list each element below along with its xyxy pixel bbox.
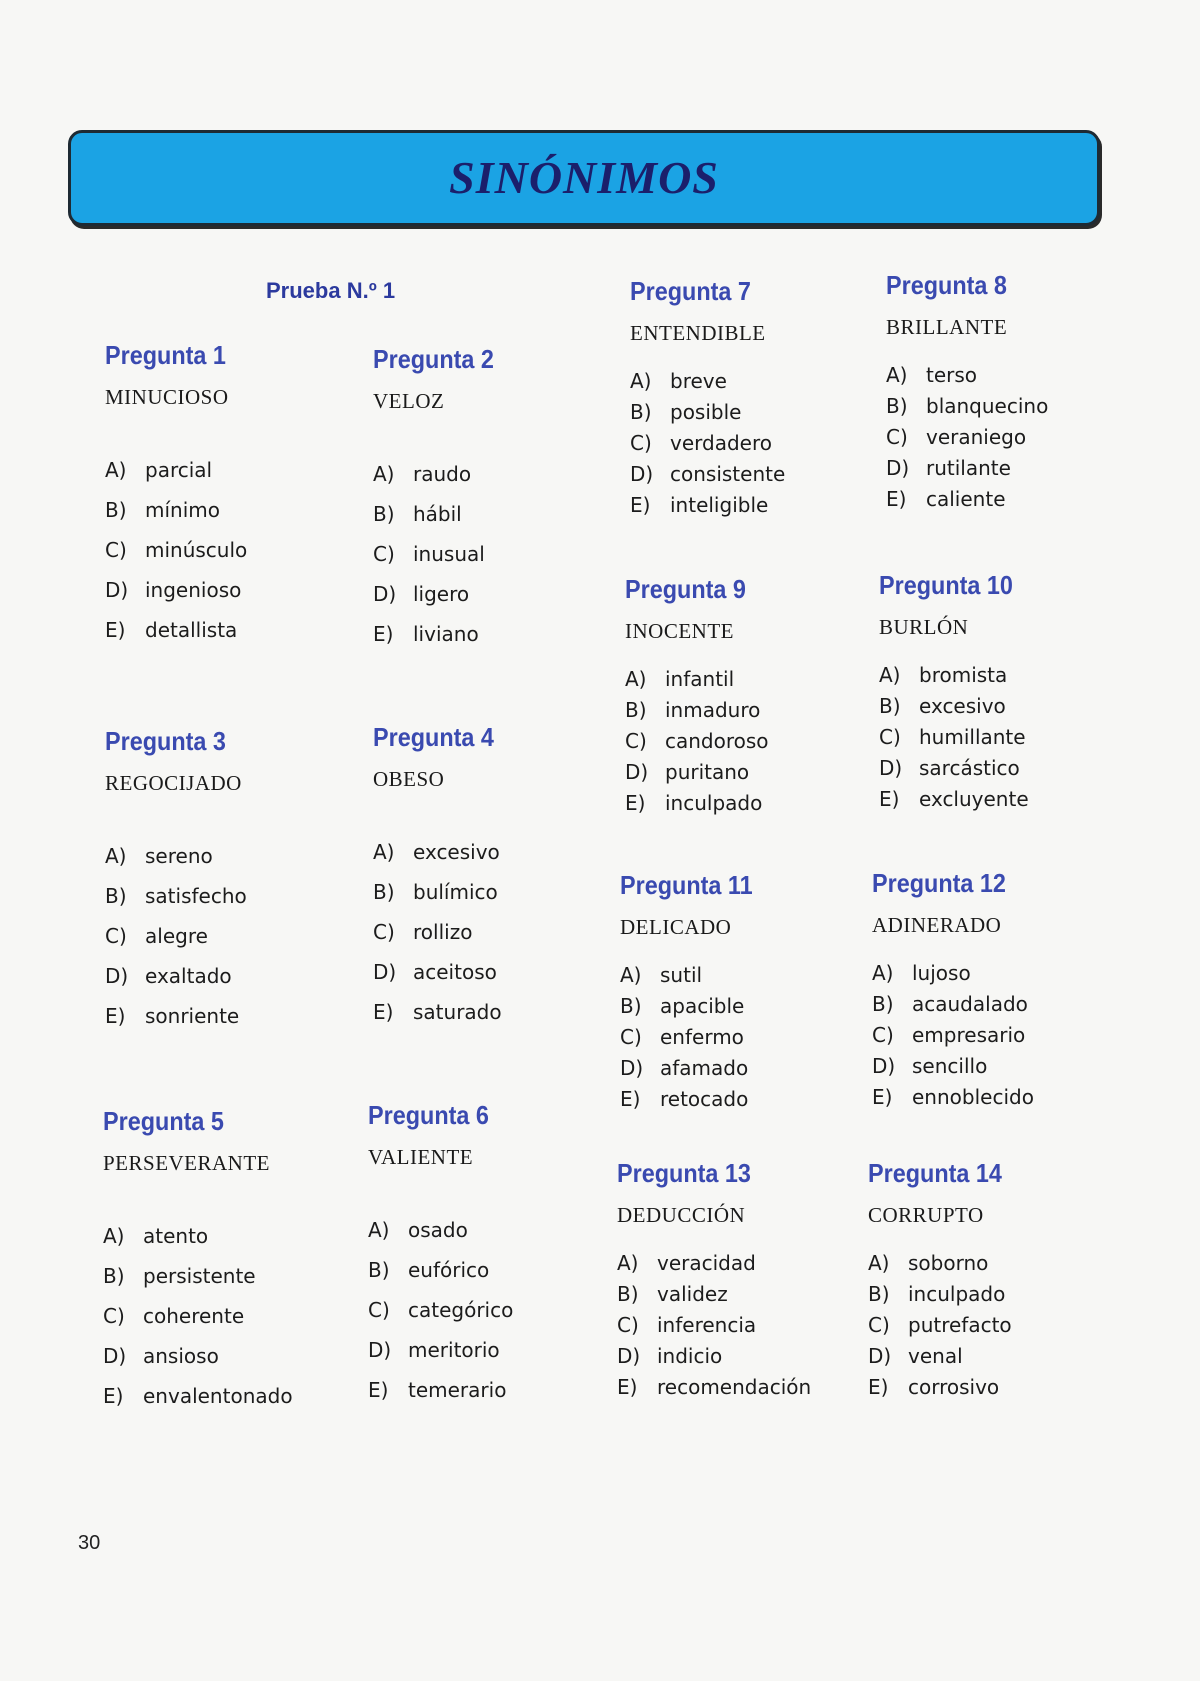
option-item <box>872 1082 1102 1113</box>
option-item <box>630 366 860 397</box>
option-item <box>625 664 855 695</box>
option-text: verdadero <box>670 431 772 455</box>
options-list <box>103 1216 333 1416</box>
option-item <box>103 1376 333 1416</box>
option-text: minúsculo <box>145 538 248 562</box>
option-letter: C) <box>620 1025 642 1049</box>
question-title: Pregunta 4 <box>373 722 494 752</box>
option-text: breve <box>670 369 727 393</box>
option-item <box>879 722 1109 753</box>
option-letter: D) <box>373 960 397 984</box>
option-text: venal <box>908 1344 963 1368</box>
option-letter: E) <box>373 1000 394 1024</box>
question-title: Pregunta 1 <box>105 340 226 370</box>
test-heading: Prueba N.º 1 <box>266 278 396 303</box>
question-word: BRILLANTE <box>886 315 1008 339</box>
option-letter: B) <box>373 880 395 904</box>
option-letter: E) <box>879 787 900 811</box>
option-text: categórico <box>408 1298 514 1322</box>
option-text: ennoblecido <box>912 1085 1034 1109</box>
question-7 <box>630 276 860 521</box>
option-text: exaltado <box>145 964 232 988</box>
option-letter: D) <box>373 582 397 606</box>
option-text: inculpado <box>665 791 763 815</box>
option-text: liviano <box>413 622 479 646</box>
option-item <box>105 530 335 570</box>
option-letter: C) <box>879 725 901 749</box>
option-item <box>630 428 860 459</box>
option-text: posible <box>670 400 742 424</box>
question-1 <box>105 340 335 650</box>
option-letter: C) <box>630 431 652 455</box>
option-letter: C) <box>617 1313 639 1337</box>
option-letter: A) <box>368 1218 390 1242</box>
option-text: apacible <box>660 994 745 1018</box>
option-text: temerario <box>408 1378 507 1402</box>
option-text: rutilante <box>926 456 1011 480</box>
option-text: veracidad <box>657 1251 756 1275</box>
question-3 <box>105 726 335 1036</box>
option-letter: D) <box>103 1344 127 1368</box>
option-letter: B) <box>617 1282 639 1306</box>
question-title: Pregunta 11 <box>620 870 753 900</box>
page-number: 30 <box>78 1532 101 1554</box>
options-list <box>630 366 860 521</box>
option-letter: C) <box>872 1023 894 1047</box>
option-item <box>103 1256 333 1296</box>
option-letter: D) <box>105 964 129 988</box>
option-item <box>879 784 1109 815</box>
question-14 <box>868 1158 1098 1403</box>
option-text: retocado <box>660 1087 749 1111</box>
option-text: rollizo <box>413 920 473 944</box>
option-item <box>868 1310 1098 1341</box>
option-letter: B) <box>625 698 647 722</box>
option-letter: D) <box>625 760 649 784</box>
option-item <box>617 1279 847 1310</box>
question-4 <box>373 722 603 1032</box>
option-item <box>105 996 335 1036</box>
option-letter: A) <box>879 663 901 687</box>
option-text: inmaduro <box>665 698 761 722</box>
option-item <box>373 614 603 654</box>
option-item <box>879 691 1109 722</box>
option-letter: C) <box>625 729 647 753</box>
option-text: atento <box>143 1224 209 1248</box>
option-text: detallista <box>145 618 238 642</box>
option-item <box>872 1051 1102 1082</box>
option-item <box>620 991 850 1022</box>
option-item <box>373 494 603 534</box>
option-letter: A) <box>617 1251 639 1275</box>
option-item <box>886 484 1116 515</box>
option-item <box>625 726 855 757</box>
option-letter: B) <box>620 994 642 1018</box>
option-text: raudo <box>413 462 472 486</box>
option-item <box>105 610 335 650</box>
options-list <box>879 660 1109 815</box>
option-item <box>105 876 335 916</box>
option-letter: A) <box>620 963 642 987</box>
options-list <box>868 1248 1098 1403</box>
option-item <box>373 534 603 574</box>
option-text: inculpado <box>908 1282 1006 1306</box>
option-letter: A) <box>886 363 908 387</box>
option-text: humillante <box>919 725 1026 749</box>
option-item <box>868 1248 1098 1279</box>
option-text: sereno <box>145 844 213 868</box>
option-item <box>368 1210 598 1250</box>
option-item <box>630 490 860 521</box>
option-text: coherente <box>143 1304 245 1328</box>
option-letter: E) <box>625 791 646 815</box>
option-text: putrefacto <box>908 1313 1012 1337</box>
option-letter: C) <box>868 1313 890 1337</box>
option-text: excluyente <box>919 787 1029 811</box>
question-word: REGOCIJADO <box>105 771 242 795</box>
option-letter: B) <box>868 1282 890 1306</box>
option-item <box>617 1341 847 1372</box>
option-letter: A) <box>105 458 127 482</box>
question-word: ADINERADO <box>872 913 1002 937</box>
option-text: saturado <box>413 1000 502 1024</box>
option-letter: B) <box>368 1258 390 1282</box>
option-item <box>620 1084 850 1115</box>
question-6 <box>368 1100 598 1410</box>
option-letter: E) <box>368 1378 389 1402</box>
option-letter: D) <box>868 1344 892 1368</box>
options-list <box>373 454 603 654</box>
option-text: corrosivo <box>908 1375 1000 1399</box>
option-text: bromista <box>919 663 1008 687</box>
option-letter: C) <box>368 1298 390 1322</box>
option-text: bulímico <box>413 880 498 904</box>
question-title: Pregunta 10 <box>879 570 1013 600</box>
option-letter: D) <box>368 1338 392 1362</box>
options-list <box>625 664 855 819</box>
option-text: satisfecho <box>145 884 247 908</box>
option-item <box>368 1250 598 1290</box>
option-text: excesivo <box>919 694 1006 718</box>
option-item <box>373 872 603 912</box>
option-letter: E) <box>617 1375 638 1399</box>
option-item <box>373 952 603 992</box>
option-item <box>872 958 1102 989</box>
option-item <box>886 360 1116 391</box>
option-letter: D) <box>630 462 654 486</box>
option-text: consistente <box>670 462 786 486</box>
option-item <box>625 788 855 819</box>
option-item <box>886 391 1116 422</box>
option-letter: B) <box>886 394 908 418</box>
option-letter: E) <box>373 622 394 646</box>
question-word: OBESO <box>373 767 445 791</box>
option-letter: B) <box>103 1264 125 1288</box>
option-item <box>103 1296 333 1336</box>
option-text: blanquecino <box>926 394 1049 418</box>
question-11 <box>620 870 850 1115</box>
option-text: veraniego <box>926 425 1027 449</box>
option-text: aceitoso <box>413 960 497 984</box>
question-13 <box>617 1158 847 1403</box>
option-letter: D) <box>620 1056 644 1080</box>
option-item <box>105 956 335 996</box>
option-item <box>879 753 1109 784</box>
option-letter: A) <box>625 667 647 691</box>
question-title: Pregunta 5 <box>103 1106 224 1136</box>
option-text: afamado <box>660 1056 749 1080</box>
option-text: ingenioso <box>145 578 242 602</box>
question-12 <box>872 868 1102 1113</box>
question-word: ENTENDIBLE <box>630 321 766 345</box>
question-title: Pregunta 12 <box>872 868 1006 898</box>
option-letter: B) <box>105 498 127 522</box>
question-title: Pregunta 14 <box>868 1158 1002 1188</box>
option-letter: C) <box>373 920 395 944</box>
option-item <box>105 490 335 530</box>
option-text: sencillo <box>912 1054 988 1078</box>
option-item <box>373 454 603 494</box>
option-item <box>617 1310 847 1341</box>
option-letter: E) <box>105 618 126 642</box>
option-letter: D) <box>886 456 910 480</box>
options-list <box>620 960 850 1115</box>
options-list <box>105 836 335 1036</box>
option-letter: B) <box>872 992 894 1016</box>
option-letter: C) <box>886 425 908 449</box>
options-list <box>872 958 1102 1113</box>
option-text: puritano <box>665 760 750 784</box>
option-text: meritorio <box>408 1338 500 1362</box>
option-text: sonriente <box>145 1004 240 1028</box>
option-item <box>868 1372 1098 1403</box>
option-item <box>620 1053 850 1084</box>
option-letter: A) <box>630 369 652 393</box>
option-item <box>373 912 603 952</box>
option-item <box>105 450 335 490</box>
option-letter: D) <box>105 578 129 602</box>
option-letter: E) <box>886 487 907 511</box>
option-item <box>630 397 860 428</box>
option-letter: C) <box>105 924 127 948</box>
option-text: recomendación <box>657 1375 812 1399</box>
option-text: terso <box>926 363 978 387</box>
option-text: validez <box>657 1282 728 1306</box>
option-letter: A) <box>373 462 395 486</box>
question-10 <box>879 570 1109 815</box>
option-text: inusual <box>413 542 485 566</box>
option-text: caliente <box>926 487 1006 511</box>
option-item <box>105 836 335 876</box>
option-text: indicio <box>657 1344 723 1368</box>
option-text: empresario <box>912 1023 1026 1047</box>
option-item <box>886 422 1116 453</box>
question-title: Pregunta 3 <box>105 726 226 756</box>
option-text: sutil <box>660 963 703 987</box>
option-item <box>617 1248 847 1279</box>
option-item <box>620 1022 850 1053</box>
option-item <box>617 1372 847 1403</box>
option-letter: C) <box>103 1304 125 1328</box>
options-list <box>105 450 335 650</box>
option-text: envalentonado <box>143 1384 293 1408</box>
option-text: persistente <box>143 1264 256 1288</box>
option-letter: B) <box>373 502 395 526</box>
option-text: ligero <box>413 582 470 606</box>
option-text: hábil <box>413 502 462 526</box>
option-item <box>620 960 850 991</box>
options-list <box>373 832 603 1032</box>
option-text: inferencia <box>657 1313 757 1337</box>
option-text: sarcástico <box>919 756 1020 780</box>
option-item <box>373 992 603 1032</box>
option-text: soborno <box>908 1251 989 1275</box>
option-letter: A) <box>373 840 395 864</box>
option-letter: E) <box>872 1085 893 1109</box>
option-letter: B) <box>630 400 652 424</box>
options-list <box>617 1248 847 1403</box>
question-word: VELOZ <box>373 389 445 413</box>
question-word: MINUCIOSO <box>105 385 229 409</box>
question-word: DELICADO <box>620 915 732 939</box>
option-text: enfermo <box>660 1025 744 1049</box>
question-word: VALIENTE <box>368 1145 474 1169</box>
question-word: BURLÓN <box>879 615 969 639</box>
options-list <box>886 360 1116 515</box>
question-9 <box>625 574 855 819</box>
option-item <box>868 1279 1098 1310</box>
option-letter: B) <box>879 694 901 718</box>
option-item <box>872 989 1102 1020</box>
option-letter: B) <box>105 884 127 908</box>
option-letter: A) <box>872 961 894 985</box>
question-8 <box>886 270 1116 515</box>
option-item <box>373 574 603 614</box>
question-5 <box>103 1106 333 1416</box>
question-title: Pregunta 6 <box>368 1100 489 1130</box>
option-letter: A) <box>103 1224 125 1248</box>
option-item <box>368 1330 598 1370</box>
question-title: Pregunta 2 <box>373 344 494 374</box>
option-item <box>886 453 1116 484</box>
option-text: mínimo <box>145 498 220 522</box>
option-item <box>368 1370 598 1410</box>
option-letter: E) <box>103 1384 124 1408</box>
option-text: infantil <box>665 667 735 691</box>
option-item <box>868 1341 1098 1372</box>
option-text: eufórico <box>408 1258 490 1282</box>
question-title: Pregunta 13 <box>617 1158 751 1188</box>
option-item <box>872 1020 1102 1051</box>
option-text: alegre <box>145 924 208 948</box>
option-item <box>368 1290 598 1330</box>
option-item <box>103 1336 333 1376</box>
option-item <box>630 459 860 490</box>
option-letter: E) <box>868 1375 889 1399</box>
question-title: Pregunta 8 <box>886 270 1007 300</box>
option-item <box>105 570 335 610</box>
option-letter: E) <box>105 1004 126 1028</box>
question-title: Pregunta 9 <box>625 574 746 604</box>
question-word: PERSEVERANTE <box>103 1151 271 1175</box>
option-letter: E) <box>620 1087 641 1111</box>
option-letter: C) <box>105 538 127 562</box>
question-word: CORRUPTO <box>868 1203 984 1227</box>
title-banner <box>68 130 1100 226</box>
option-text: lujoso <box>912 961 971 985</box>
question-word: INOCENTE <box>625 619 734 643</box>
option-text: acaudalado <box>912 992 1028 1016</box>
option-letter: A) <box>868 1251 890 1275</box>
page-title: SINÓNIMOS <box>449 152 719 203</box>
option-letter: D) <box>872 1054 896 1078</box>
option-text: inteligible <box>670 493 769 517</box>
option-item <box>103 1216 333 1256</box>
option-item <box>625 757 855 788</box>
question-title: Pregunta 7 <box>630 276 751 306</box>
option-text: parcial <box>145 458 213 482</box>
option-text: candoroso <box>665 729 769 753</box>
option-letter: C) <box>373 542 395 566</box>
option-item <box>105 916 335 956</box>
option-letter: A) <box>105 844 127 868</box>
option-item <box>373 832 603 872</box>
option-text: excesivo <box>413 840 500 864</box>
option-text: osado <box>408 1218 468 1242</box>
option-letter: E) <box>630 493 651 517</box>
options-list <box>368 1210 598 1410</box>
option-letter: D) <box>879 756 903 780</box>
option-item <box>625 695 855 726</box>
question-2 <box>373 344 603 654</box>
option-letter: D) <box>617 1344 641 1368</box>
question-word: DEDUCCIÓN <box>617 1203 746 1227</box>
option-item <box>879 660 1109 691</box>
option-text: ansioso <box>143 1344 219 1368</box>
